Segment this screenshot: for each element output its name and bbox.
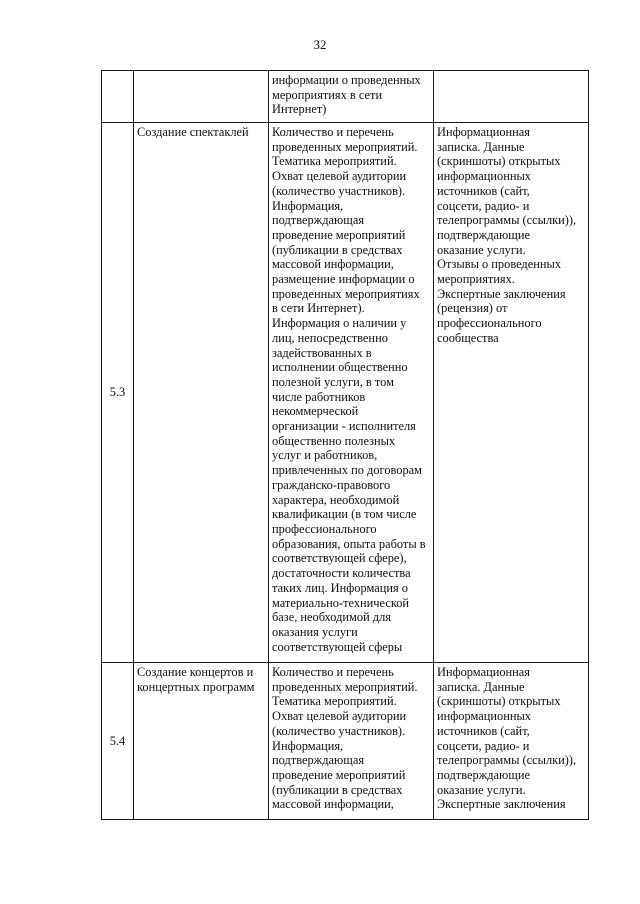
documents-cell <box>434 71 589 123</box>
row-number-cell: 5.4 <box>102 663 134 820</box>
service-name-cell: Создание концертов и концертных программ <box>134 663 269 820</box>
row-number-cell <box>102 71 134 123</box>
indicators-cell: информации о проведенных мероприятиях в сети Интернет) <box>269 71 434 123</box>
page-number: 32 <box>313 37 327 52</box>
service-name-cell <box>134 71 269 123</box>
table-row <box>102 663 589 820</box>
services-table <box>101 70 589 820</box>
indicators-cell: Количество и перечень проведенных мероприятий. Тематика мероприятий. Охват целевой аудитории (количество участников). Информация, подтверждающая проведение мероприятий (публикации в средствах массовой информации, размещение информации о проведенных мероприятиях в сети Интернет). Информация о наличии у лиц, непосредственно задействованных в исполнении общественно полезной услуги, в том числе работников некоммерческой организации - исполнителя общественно полезных услуг и работников, привлеченных по договорам гражданско-правового характера, необходимой квалификации (в том числе профессионального образования, опыта работы в соответствующей сфере), достаточности количества таких лиц. Информация о материально-технической базе, необходимой для оказания услуги соответствующей сферы <box>269 123 434 663</box>
documents-cell: Информационная записка. Данные (скриншоты) открытых информационных источников (сайт, соцсети, радио- и телепрограммы (ссылки)), подтверждающие оказание услуги. Экспертные заключения <box>434 663 589 820</box>
documents-cell: Информационная записка. Данные (скриншоты) открытых информационных источников (сайт, соцсети, радио- и телепрограммы (ссылки)), подтверждающие оказание услуги. Отзывы о проведенных мероприятиях. Экспертные заключения (рецензия) от профессионального сообщества <box>434 123 589 663</box>
service-name-cell: Создание спектаклей <box>134 123 269 663</box>
table-row <box>102 71 589 123</box>
indicators-cell: Количество и перечень проведенных мероприятий. Тематика мероприятий. Охват целевой аудитории (количество участников). Информация, подтверждающая проведение мероприятий (публикации в средствах массовой информации, <box>269 663 434 820</box>
row-number-cell: 5.3 <box>102 123 134 663</box>
table-row <box>102 123 589 663</box>
